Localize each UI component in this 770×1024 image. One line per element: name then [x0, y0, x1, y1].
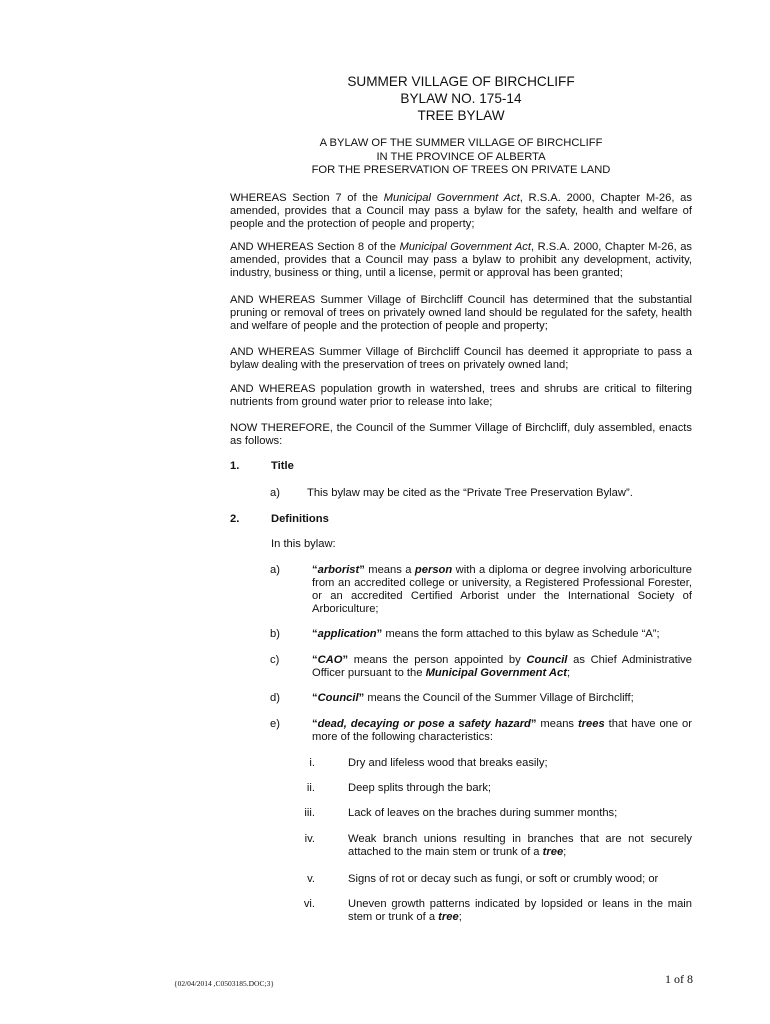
- p1-act-name: Municipal Government Act: [383, 192, 520, 204]
- p1-end: , R.S.A. 2000, Chapter M-26, as amended, provides that a Council may pass a bylaw for the safety, health and welfare of people and the protection of people and property;: [230, 192, 692, 230]
- whereas-paragraph-3: AND WHEREAS Summer Village of Birchcliff Council has determined that the substantial pruning or removal of trees on privately owned land should be regulated for the safety, health and welfare of people and the protection of people and property;: [230, 294, 692, 332]
- def-b-term: application: [317, 628, 377, 640]
- p2-end: , R.S.A. 2000, Chapter M-26, as amended, provides that a Council may pass a bylaw to prohibit any development, activity, industry, business or thing, until a license, permit or approval has been granted;: [230, 241, 693, 279]
- bylaw-title: [230, 73, 692, 124]
- sub-iv-tree: tree: [542, 846, 564, 858]
- page-number: 1 of 8: [665, 972, 693, 986]
- sub-iii-text: Lack of leaves on the braches during summer months;: [348, 807, 618, 819]
- def-c-label: c): [270, 654, 280, 666]
- sub-iii-label: iii.: [304, 807, 315, 819]
- def-a-label: a): [270, 564, 280, 576]
- def-c-council: Council: [526, 654, 568, 666]
- title-line-1: SUMMER VILLAGE OF BIRCHCLIFF: [347, 74, 575, 89]
- sub-vi-end: ;: [458, 911, 462, 923]
- sub-v-label: v.: [307, 873, 315, 885]
- section-1-number: 1.: [230, 460, 240, 472]
- section-1-item-label: a): [270, 487, 280, 499]
- sub-vi-tree: tree: [438, 911, 459, 923]
- subtitle-line-2: IN THE PROVINCE OF ALBERTA: [376, 150, 546, 163]
- def-d-label: d): [270, 692, 280, 704]
- sub-vi-part: Uneven growth patterns indicated by lopsided or leans in the main stem or trunk of a: [348, 898, 692, 923]
- def-e-part-1: means: [536, 718, 578, 730]
- section-1-item-text: This bylaw may be cited as the “Private Tree Preservation Bylaw”.: [307, 487, 633, 499]
- def-e-text: “dead, decaying or pose a safety hazard” means trees that have one or more of the following characteristics:: [312, 718, 693, 743]
- p1-start: WHEREAS Section 7 of the: [230, 192, 384, 204]
- def-e-part-2: that have one or more of the following characteristics:: [312, 718, 693, 743]
- def-c-text: “CAO” means the person appointed by Council as Chief Administrative Officer pursuant to the Municipal Government Act;: [312, 654, 692, 679]
- sub-ii-text: Deep splits through the bark;: [348, 782, 492, 794]
- def-c-act: Municipal Government Act: [425, 667, 567, 679]
- bylaw-subtitle: [230, 137, 692, 178]
- def-a-part-2: with a diploma or degree involving arboriculture from an accredited college or university, a Registered Professional Forester, or an accredited Certified Arborist under the International Society of Arboriculture;: [312, 564, 692, 615]
- def-e-label: e): [270, 718, 280, 730]
- def-a-term: arborist: [317, 564, 360, 576]
- def-a-part-1: means a: [364, 564, 415, 576]
- definitions-intro: In this bylaw:: [271, 538, 336, 550]
- subtitle-line-1: A BYLAW OF THE SUMMER VILLAGE OF BIRCHCLIFF: [319, 137, 603, 149]
- def-d-text: “Council” means the Council of the Summer Village of Birchcliff;: [312, 692, 634, 704]
- section-2-number: 2.: [230, 513, 240, 525]
- whereas-paragraph-1: [230, 192, 692, 231]
- p2-act-name: Municipal Government Act: [399, 241, 531, 253]
- sub-ii-label: ii.: [306, 782, 315, 794]
- sub-iv-end: ;: [563, 846, 567, 858]
- sub-i-label: i.: [309, 757, 315, 769]
- def-c-part-1: means the person appointed by: [348, 654, 527, 666]
- title-line-2: BYLAW NO. 175-14: [400, 91, 522, 106]
- enactment-paragraph: NOW THEREFORE, the Council of the Summer Village of Birchcliff, duly assembled, enacts as follows:: [230, 422, 692, 447]
- document-reference: {02/04/2014 ,C0503185.DOC;3}: [174, 979, 274, 988]
- def-e-term: dead, decaying or pose a safety hazard: [317, 718, 531, 730]
- def-c-part-2: as Chief Administrative Officer pursuant to the: [312, 654, 692, 679]
- p2-start: AND WHEREAS Section 8 of the: [230, 241, 400, 253]
- title-line-3: TREE BYLAW: [417, 108, 505, 123]
- sub-vi-text: [348, 898, 692, 924]
- whereas-paragraph-5: AND WHEREAS population growth in watershed, trees and shrubs are critical to filtering nutrients from ground water prior to release into lake;: [230, 383, 692, 408]
- def-b-label: b): [270, 628, 280, 640]
- def-c-term: CAO: [317, 654, 343, 666]
- sub-iv-part: Weak branch unions resulting in branches that are not securely attached to the main stem or trunk of a: [348, 833, 692, 858]
- sub-i-text: Dry and lifeless wood that breaks easily;: [348, 757, 548, 769]
- def-a-person: person: [414, 564, 453, 576]
- whereas-paragraph-2: [230, 241, 692, 280]
- subtitle-line-3: FOR THE PRESERVATION OF TREES ON PRIVATE LAND: [311, 164, 611, 176]
- def-a-text: “arborist” means a person with a diploma or degree involving arboriculture from an accredited college or university, a Registered Professional Forester, or an accredited Certified Arborist under the International Society of Arboriculture;: [312, 564, 692, 615]
- def-d-part: means the Council of the Summer Village of Birchcliff;: [364, 692, 634, 704]
- sub-v-text: Signs of rot or decay such as fungi, or soft or crumbly wood; or: [348, 873, 659, 885]
- def-c-part-3: ;: [566, 667, 571, 679]
- def-e-trees: trees: [577, 718, 605, 730]
- section-1-heading: Title: [271, 460, 294, 472]
- def-d-term: Council: [317, 692, 359, 704]
- sub-iv-label: iv.: [304, 833, 315, 845]
- def-b-part: means the form attached to this bylaw as Schedule “A”;: [382, 628, 660, 640]
- sub-iv-text: [348, 833, 692, 859]
- def-b-text: “application” means the form attached to this bylaw as Schedule “A”;: [312, 628, 660, 640]
- sub-vi-label: vi.: [303, 898, 315, 910]
- section-2-heading: Definitions: [271, 513, 329, 525]
- whereas-paragraph-4: AND WHEREAS Summer Village of Birchcliff Council has deemed it appropriate to pass a bylaw dealing with the preservation of trees on privately owned land;: [230, 346, 692, 371]
